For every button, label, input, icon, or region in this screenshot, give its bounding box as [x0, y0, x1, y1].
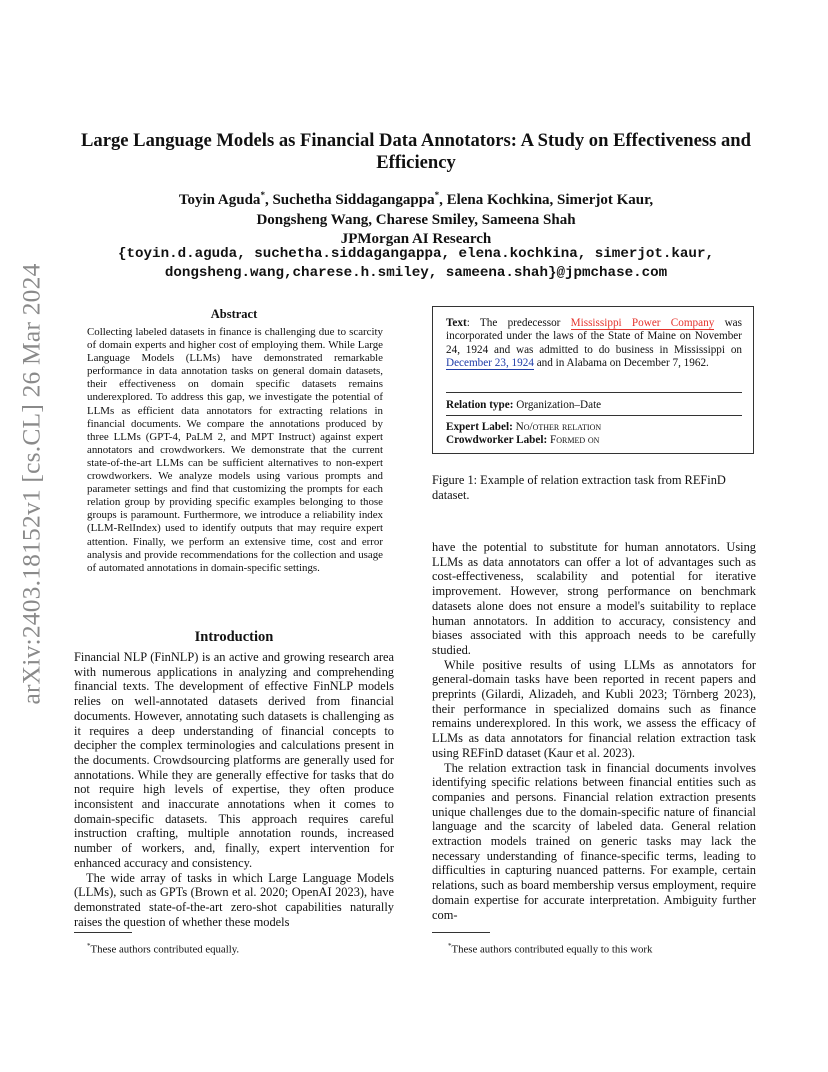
author-line-2: Dongsheng Wang, Charese Smiley, Sameena Shah	[256, 211, 576, 228]
introduction-body	[74, 650, 394, 929]
paragraph: The wide array of tasks in which Large Language Models (LLMs), such as GPTs (Brown et al. 2020; OpenAI 2023), have demonstrated state-of-the-art zero-shot capabilities naturally raises the question of whether these models	[74, 870, 394, 929]
paragraph: Financial NLP (FinNLP) is an active and growing research area with numerous applications in analyzing and comprehending financial texts. The development of effective FinNLP models relies on well-annotated datasets derived from financial documents. However, annotating such datasets is challenging as it requires a deep understanding of financial concepts to decipher the complex terminologies and calculations present in the documents. Crowdsourcing platforms are generally used for annotations. While they are generally effective for tasks that do not require high levels of expertise, they often produce inconsistent and inaccurate annotations when it comes to domain-specific datasets. This approach requires careful instruction crafting, multiple annotation rounds, increased number of workers, and, finally, expert intervention for enhanced accuracy and consistency.	[74, 650, 394, 870]
author-emails	[60, 245, 772, 282]
author-block	[60, 186, 772, 250]
abstract-heading: Abstract	[210, 307, 258, 321]
arxiv-identifier: arXiv:2403.18152v1 [cs.CL] 26 Mar 2024	[17, 262, 47, 705]
footnote-left: *These authors contributed equally.	[87, 942, 240, 956]
author-name: Suchetha Siddagangappa	[272, 192, 435, 208]
expert-label-row: Expert Label: No/other relation	[446, 421, 602, 433]
footnote-rule	[74, 932, 132, 933]
equal-contribution-mark: *	[434, 190, 440, 200]
entity-date: December 23, 1924	[446, 357, 534, 370]
footnote-right: *These authors contributed equally to this work	[448, 942, 653, 956]
abstract-text: Collecting labeled datasets in finance is challenging due to scarcity of domain experts and higher cost of employing them. While Large Language Models (LLMs) have demonstrated remarkable performance in data annotation tasks on general domain datasets, their effectiveness on domain specific datasets remains underexplored. To address this gap, we investigate the potential of LLMs as efficient data annotators for extracting relations in financial documents. We compare the annotations produced by three LLMs (GPT-4, PaLM 2, and MPT Instruct) against expert annotators and crowdworkers. We demonstrate that the current state-of-the-art LLMs can be sufficient alternatives to non-expert crowdworkers. We analyze models using various prompts and parameter settings and find that customizing the prompts for each relation group by providing specific examples belonging to those groups is paramount. Furthermore, we introduce a reliability index (LLM-RelIndex) used to identify outputs that may require expert attention. Finally, we perform an extensive time, cost and error analysis and provide recommendations for the collection and usage of automated annotations in domain-specific settings.	[87, 326, 383, 574]
entity-organization: Mississippi Power Company	[570, 317, 715, 329]
relation-type-row: Relation type: Organization–Date	[446, 399, 602, 411]
affiliation: JPMorgan AI Research	[340, 231, 492, 247]
introduction-heading: Introduction	[194, 629, 274, 645]
right-column-body	[432, 540, 756, 922]
footnote-rule	[432, 932, 490, 933]
paragraph: have the potential to substitute for human annotators. Using LLMs as data annotators can offer a lot of advantages such as cost-effectiveness, scalability and potential for iterative improvement. However, strong performance on benchmark datasets alone does not ensure a model's suitability to replace human annotators. In addition to accuracy, consistency and biases associated with this approach needs to be carefully studied.	[432, 540, 756, 657]
figure-divider	[446, 415, 742, 416]
paper-title: Large Language Models as Financial Data Annotators: A Study on Effectiveness and Efficiency	[81, 130, 751, 173]
figure-example-box	[432, 306, 754, 454]
crowdworker-label-row: Crowdworker Label: Formed on	[446, 434, 600, 446]
email-line-1: {toyin.d.aguda, suchetha.siddagangappa, elena.kochkina, simerjot.kaur,	[118, 246, 714, 262]
paragraph: The relation extraction task in financial documents involves identifying specific relations between financial entities such as companies and persons. Financial relation extraction presents unique challenges due to the domain-specific nature of financial language and the scarcity of labeled data. General relation extraction models trained on generic tasks may lack the necessary understanding of finance-specific terms, leading to difficulties in capturing nuanced patterns. For example, certain relations, such as board membership versus employment, require domain expertise for accurate interpretation. Ambiguity further com-	[432, 760, 756, 922]
paragraph: While positive results of using LLMs as annotators for general-domain tasks have been reported in recent papers and preprints (Gilardi, Alizadeh, and Kubli 2023; Törnberg 2023), their performance in specialized domains such as finance remains underexplored. In this work, we assess the efficacy of LLMs as data annotators for financial relation extraction task using REFinD dataset (Kaur et al. 2023).	[432, 657, 756, 760]
figure-caption: Figure 1: Example of relation extraction task from REFinD dataset.	[432, 473, 726, 502]
figure-text-passage: Text: The predecessor Mississippi Power Company was incorporated under the laws of the State of Maine on November 24, 1924 and was admitted to do business in Mississippi on December 23, 1924 and in Alabama on December 7, 1962.	[446, 317, 742, 370]
author-name: Toyin Aguda	[178, 192, 261, 208]
abstract-body	[87, 326, 383, 575]
author-names: , Elena Kochkina, Simerjot Kaur,	[439, 192, 654, 208]
figure-divider	[446, 392, 742, 393]
equal-contribution-mark: *	[260, 190, 265, 200]
author-line-1: Toyin Aguda*, Suchetha Siddagangappa*, Elena Kochkina, Simerjot Kaur,	[178, 190, 654, 208]
email-line-2: dongsheng.wang,charese.h.smiley, sameena.shah}@jpmchase.com	[164, 264, 668, 281]
